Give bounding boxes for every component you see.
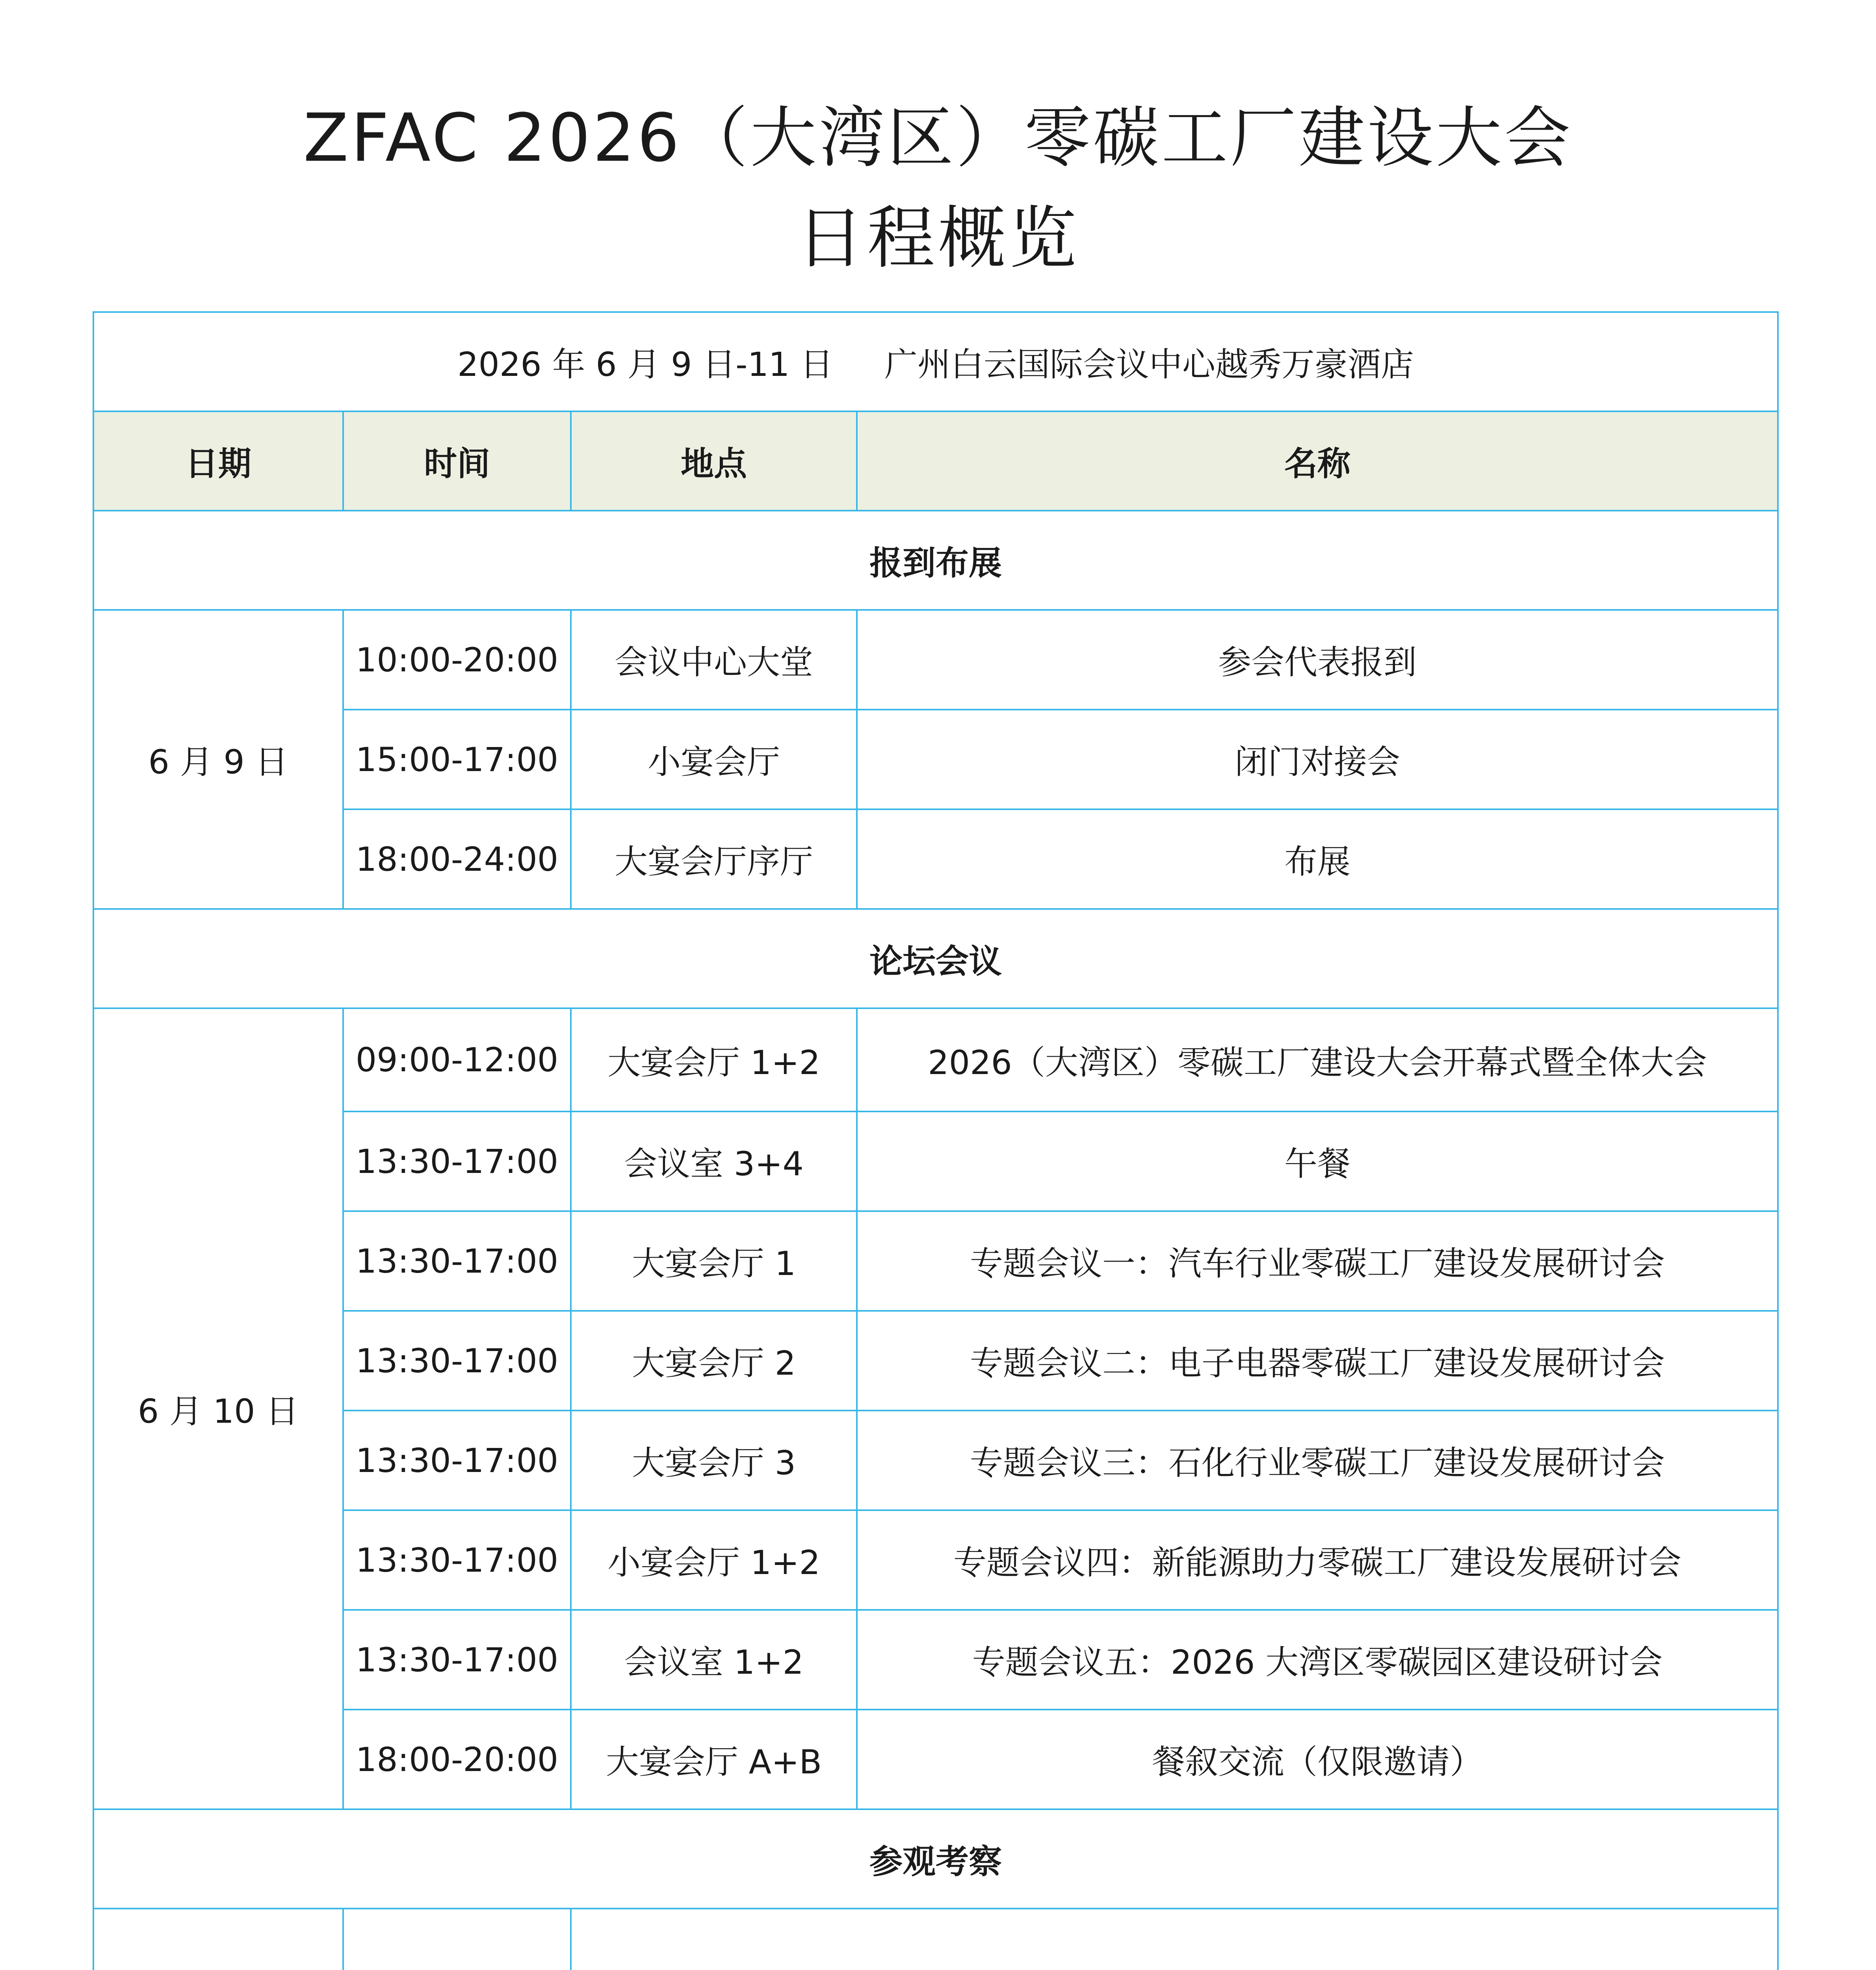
time-cell: 09:00-12:00 [343,1008,571,1111]
time-cell: 18:00-20:00 [343,1710,571,1809]
time-cell: 13:30-17:00 [343,1610,571,1710]
table-header-row [93,411,1778,511]
time-cell: 18:00-24:00 [343,809,571,909]
time-cell: 15:00-17:00 [343,710,571,809]
location-cell: 会议室 1+2 [571,1610,857,1710]
table-row [93,1510,1778,1610]
table-row [93,1211,1778,1311]
section-title: 论坛会议 [93,909,1778,1008]
name-cell [571,1909,1778,1970]
location-cell: 大宴会厅 1 [571,1211,857,1311]
table-row [93,1710,1778,1809]
event-date-range: 2026 年 6 月 9 日-11 日 [457,345,834,384]
location-cell: 大宴会厅 3 [571,1411,857,1510]
section-row-visit [93,1809,1778,1909]
header-location: 地点 [571,411,857,511]
table-row [93,710,1778,809]
section-row-registration [93,511,1778,610]
page-subtitle: 日程概览 [796,199,1080,278]
location-cell: 大宴会厅 A+B [571,1710,857,1809]
location-cell: 小宴会厅 1+2 [571,1510,857,1610]
location-cell: 大宴会厅 2 [571,1311,857,1411]
time-cell: 13:30-17:00 [343,1411,571,1510]
time-cell [343,1909,571,1970]
table-row [93,809,1778,909]
time-cell: 13:30-17:00 [343,1111,571,1211]
page-title: ZFAC 2026（大湾区）零碳工厂建设大会 [303,99,1573,177]
name-cell: 专题会议五：2026 大湾区零碳园区建设研讨会 [857,1610,1778,1710]
name-cell: 专题会议一：汽车行业零碳工厂建设发展研讨会 [857,1211,1778,1311]
header-time: 时间 [343,411,571,511]
table-row [93,1008,1778,1111]
section-title: 参观考察 [93,1809,1778,1909]
name-cell: 闭门对接会 [857,710,1778,809]
table-row [93,1111,1778,1211]
name-cell: 参会代表报到 [857,610,1778,710]
name-cell: 专题会议二：电子电器零碳工厂建设发展研讨会 [857,1311,1778,1411]
time-cell: 13:30-17:00 [343,1510,571,1610]
location-cell: 小宴会厅 [571,710,857,809]
table-row [93,1909,1778,1970]
event-info-row [93,312,1778,411]
header-name: 名称 [857,411,1778,511]
name-cell: 布展 [857,809,1778,909]
name-cell: 专题会议四：新能源助力零碳工厂建设发展研讨会 [857,1510,1778,1610]
header-date: 日期 [93,411,343,511]
time-cell: 10:00-20:00 [343,610,571,710]
event-info-cell [93,312,1778,411]
name-cell: 专题会议三：石化行业零碳工厂建设发展研讨会 [857,1411,1778,1510]
section-row-forum [93,909,1778,1008]
location-cell: 会议室 3+4 [571,1111,857,1211]
event-venue: 广州白云国际会议中心越秀万豪酒店 [884,345,1414,384]
location-cell: 大宴会厅序厅 [571,809,857,909]
location-cell: 大宴会厅 1+2 [571,1008,857,1111]
date-cell [93,1909,343,1970]
name-cell: 餐叙交流（仅限邀请） [857,1710,1778,1809]
table-row [93,1311,1778,1411]
date-cell: 6 月 10 日 [93,1008,343,1809]
time-cell: 13:30-17:00 [343,1311,571,1411]
time-cell: 13:30-17:00 [343,1211,571,1311]
date-cell: 6 月 9 日 [93,610,343,909]
schedule-table [93,311,1779,1970]
name-cell: 2026（大湾区）零碳工厂建设大会开幕式暨全体大会 [857,1008,1778,1111]
table-row [93,610,1778,710]
section-title: 报到布展 [93,511,1778,610]
name-cell: 午餐 [857,1111,1778,1211]
location-cell: 会议中心大堂 [571,610,857,710]
table-row [93,1610,1778,1710]
table-row [93,1411,1778,1510]
